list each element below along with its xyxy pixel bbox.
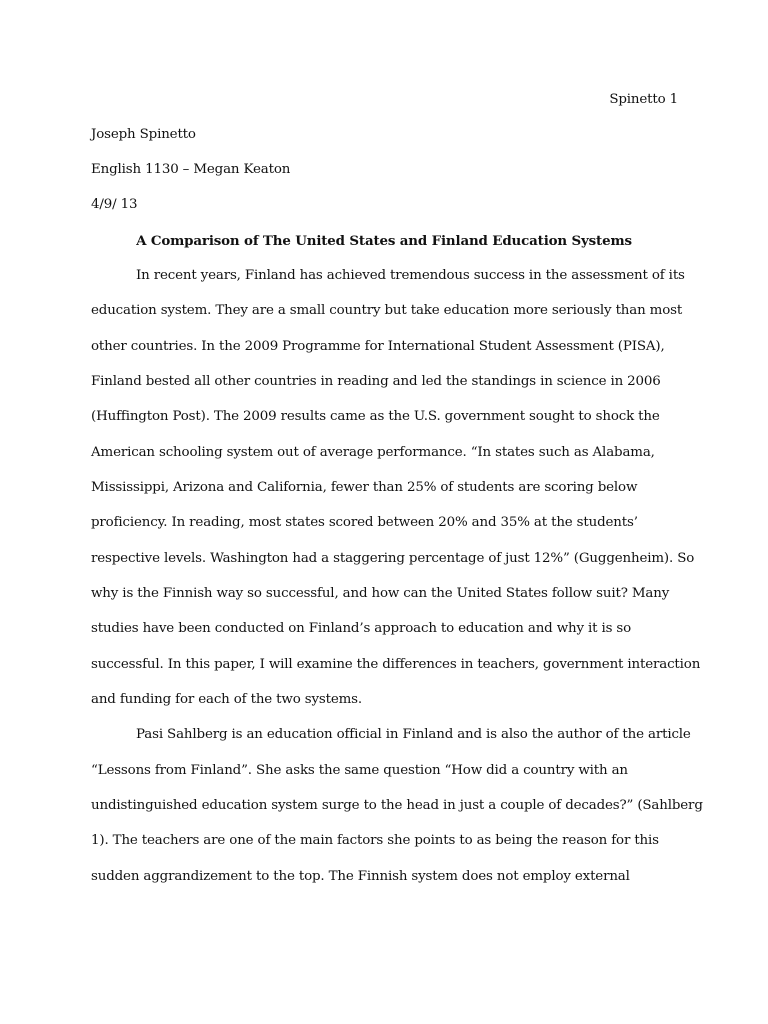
paragraph-line: studies have been conducted on Finland’s approach to education and why it is so — [91, 621, 632, 636]
running-head: Spinetto 1 — [609, 92, 678, 107]
paragraph-line: other countries. In the 2009 Programme for International Student Assessment (PISA), — [91, 339, 665, 354]
date-line: 4/9/ 13 — [91, 197, 138, 212]
paragraph-line: proficiency. In reading, most states scored between 20% and 35% at the students’ — [91, 515, 638, 530]
paragraph-line: and funding for each of the two systems. — [91, 692, 362, 707]
course-info: English 1130 – Megan Keaton — [91, 162, 291, 177]
author-name: Joseph Spinetto — [91, 127, 196, 142]
paragraph-line: sudden aggrandizement to the top. The Finnish system does not employ external — [91, 869, 630, 884]
paragraph-line: why is the Finnish way so successful, and how can the United States follow suit? Many — [91, 586, 670, 601]
paragraph-line: American schooling system out of average performance. “In states such as Alabama, — [91, 445, 655, 460]
paragraph-line: successful. In this paper, I will examine the differences in teachers, government interaction — [91, 657, 701, 672]
paragraph-line: “Lessons from Finland”. She asks the same question “How did a country with an — [91, 763, 628, 778]
paragraph-line: Mississippi, Arizona and California, fewer than 25% of students are scoring below — [91, 480, 638, 495]
paragraph-line: education system. They are a small country but take education more seriously than most — [91, 303, 683, 318]
paragraph-line: respective levels. Washington had a staggering percentage of just 12%” (Guggenheim). So — [91, 551, 695, 566]
paragraph-line: In recent years, Finland has achieved tremendous success in the assessment of its — [136, 268, 685, 283]
paragraph-line: Pasi Sahlberg is an education official in Finland and is also the author of the article — [136, 727, 691, 742]
paragraph-line: (Huffington Post). The 2009 results came as the U.S. government sought to shock the — [91, 409, 660, 424]
essay-title: A Comparison of The United States and Finland Education Systems — [136, 233, 632, 249]
paragraph-line: Finland bested all other countries in reading and led the standings in science in 2006 — [91, 374, 661, 389]
paragraph-line: undistinguished education system surge to the head in just a couple of decades?” (Sahlberg — [91, 798, 703, 813]
paragraph-line: 1). The teachers are one of the main factors she points to as being the reason for this — [91, 833, 659, 848]
